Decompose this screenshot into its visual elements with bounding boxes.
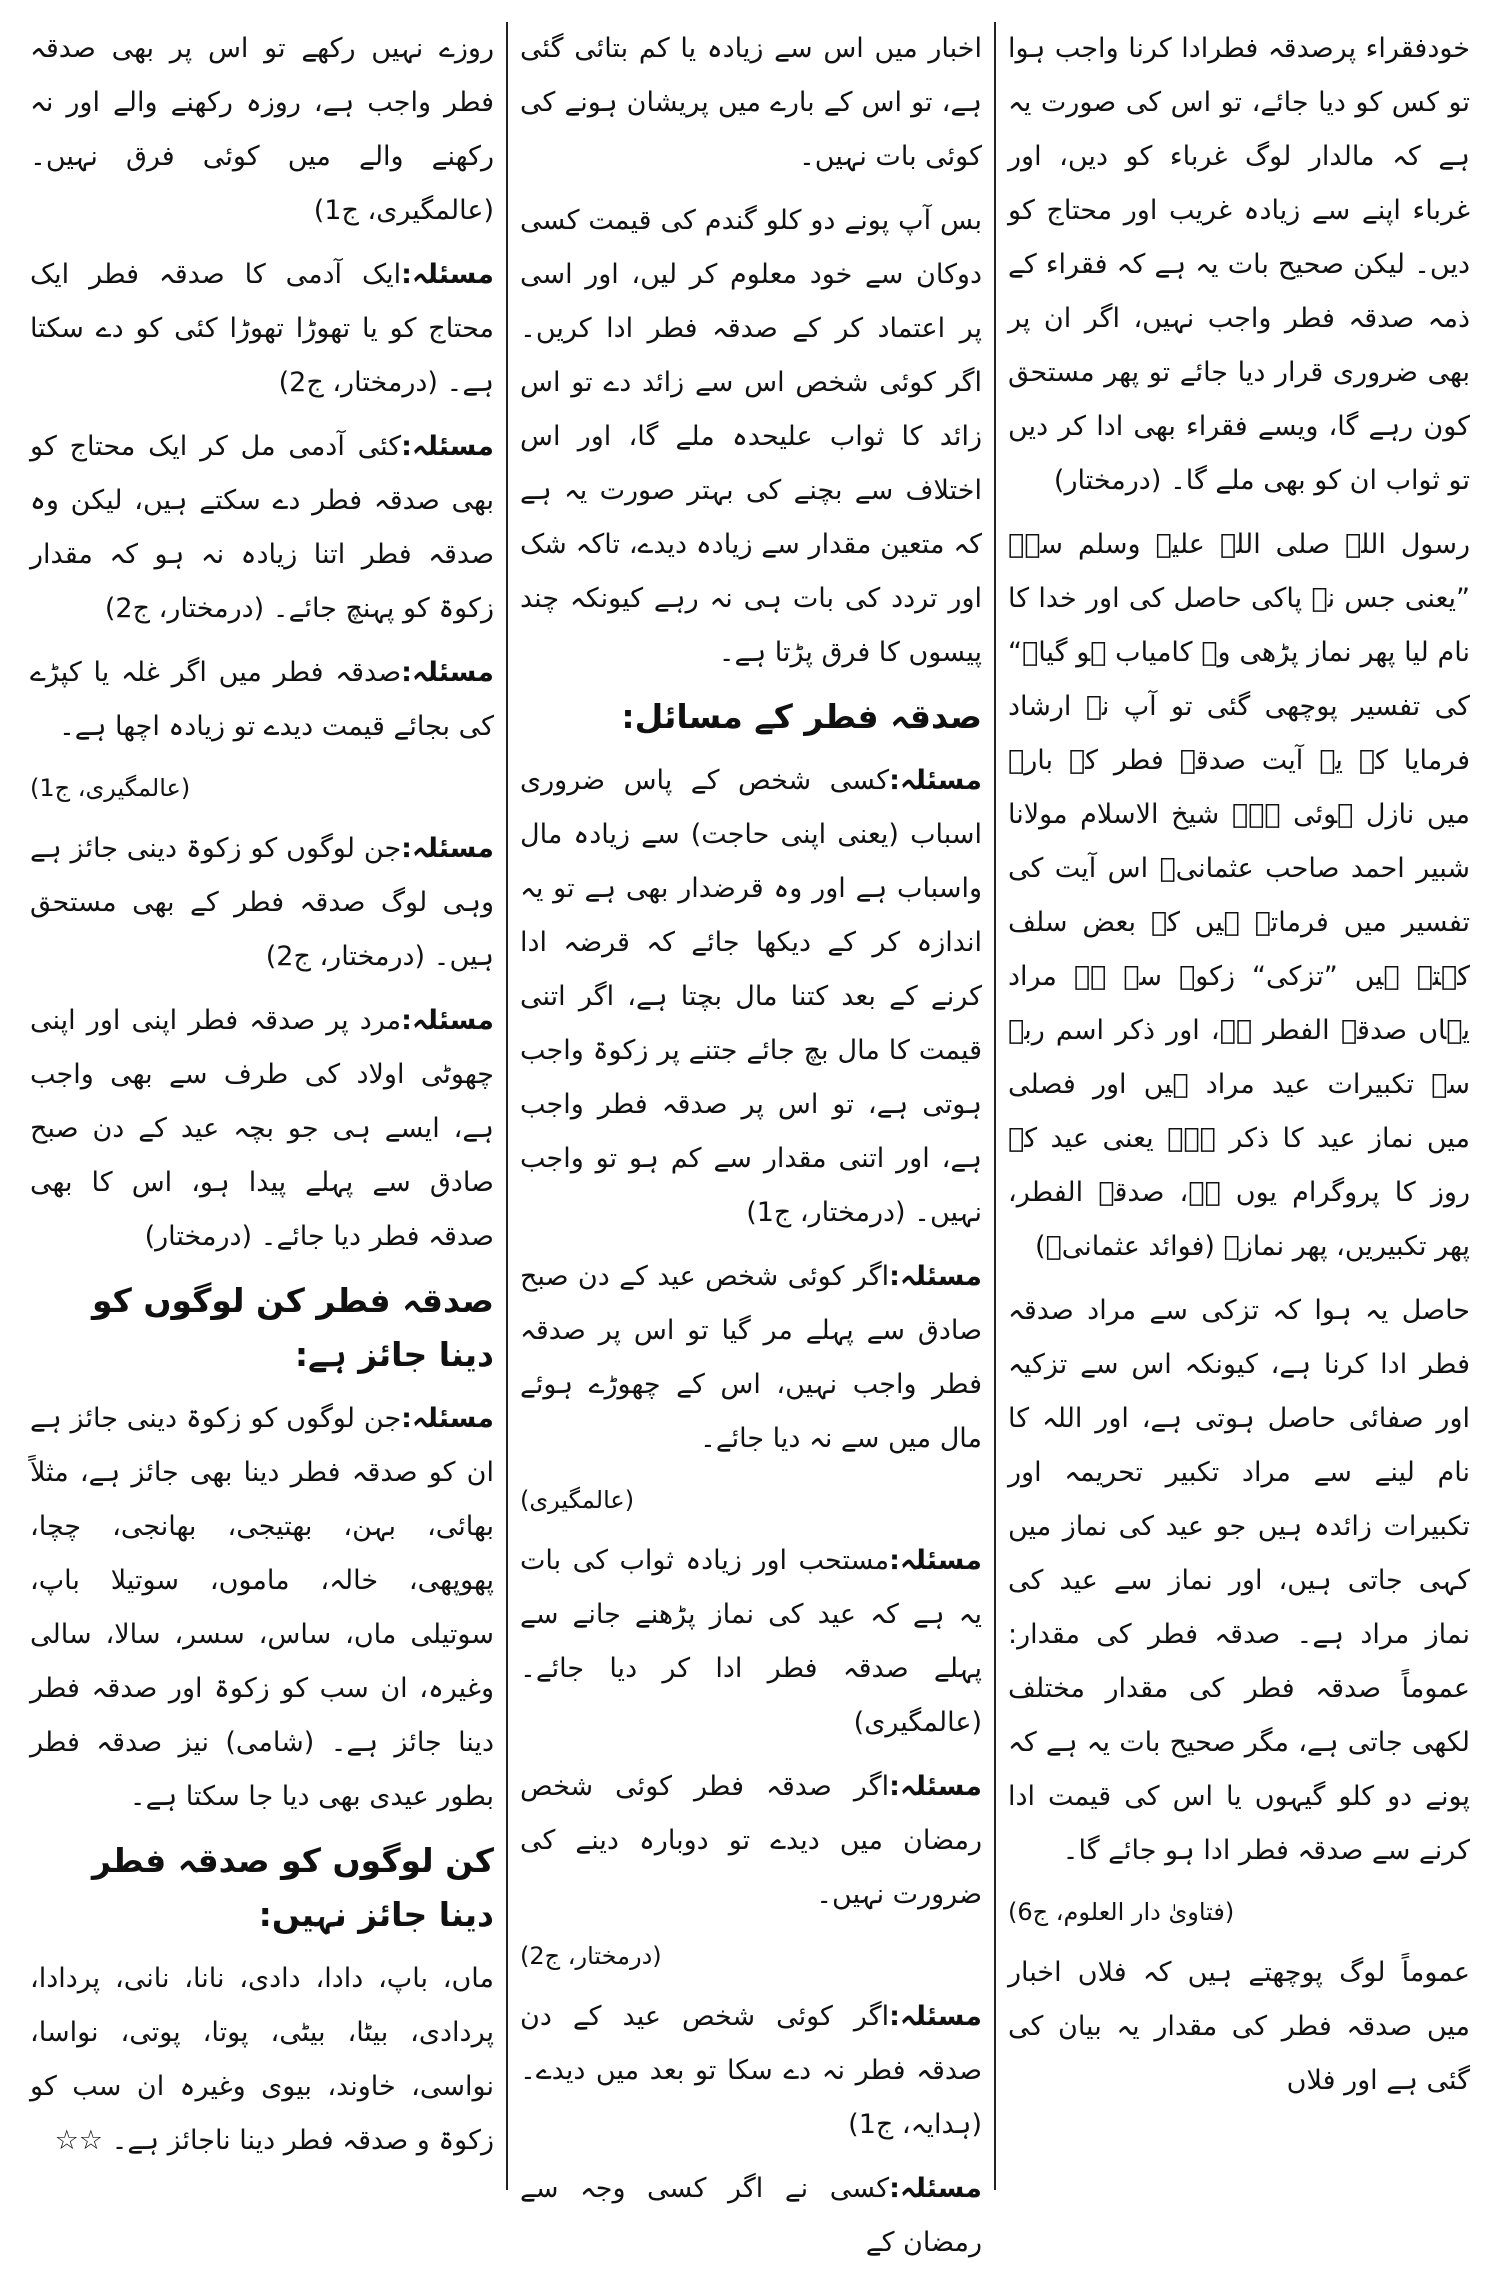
section-heading: صدقہ فطر کے مسائل: <box>621 697 982 736</box>
masala-label: مسئلہ: <box>889 1261 982 1292</box>
paragraph-text: بس آپ پونے دو کلو گندم کی قیمت کسی دوکان سے خود معلوم کر لیں، اور اسی پر اعتماد کر کے صدقہ فطر ادا کریں۔ اگر کوئی شخص اس سے زائد دے تو اس زائد کا ثواب علیحدہ ملے گا، اور اس اختلاف سے بچنے کی بہتر صورت یہ ہے کہ متعین مقدار سے زیادہ دیدے، تاکہ شک اور تردد کی بات ہی نہ رہے کیونکہ چند پیسوں کا فرق پڑتا ہے۔ <box>520 205 982 668</box>
reference-citation: (عالمگیری، ج1) <box>30 774 191 802</box>
masala-label: مسئلہ: <box>401 1005 494 1036</box>
masala-paragraph <box>30 420 494 636</box>
section-heading: کن لوگوں کو صدقہ فطر دینا جائز نہیں: <box>91 1841 494 1934</box>
masala-label: مسئلہ: <box>889 2173 982 2204</box>
reference-citation: (درمختار، ج2) <box>520 1942 662 1970</box>
paragraph-text: جن لوگوں کو زکوۃ دینی جائز ہے وہی لوگ صدقہ فطر کے بھی مستحق ہیں۔ (درمختار، ج2) <box>30 833 494 972</box>
masala-label: مسئلہ: <box>889 765 982 796</box>
paragraph-text: روزے نہیں رکھے تو اس پر بھی صدقہ فطر واجب ہے، روزہ رکھنے والے اور نہ رکھنے والے میں کوئی فرق نہیں۔ (عالمگیری، ج1) <box>30 33 494 226</box>
paragraph-text: ایک آدمی کا صدقہ فطر ایک محتاج کو یا تھوڑا تھوڑا کئی کو دے سکتا ہے۔ (درمختار، ج2) <box>30 259 494 398</box>
paragraph-text: اگر کوئی شخص عید کے دن صدقہ فطر نہ دے سکا تو بعد میں دیدے۔ (ہدایہ، ج1) <box>520 2001 982 2140</box>
masala-paragraph <box>520 1250 982 1466</box>
reference-citation: (فتاویٰ دار العلوم، ج6) <box>1008 1898 1235 1926</box>
section-heading: صدقہ فطر کن لوگوں کو دینا جائز ہے: <box>91 1281 494 1374</box>
text-paragraph <box>30 22 494 238</box>
paragraph-text: کئی آدمی مل کر ایک محتاج کو بھی صدقہ فطر دے سکتے ہیں، لیکن وہ صدقہ فطر اتنا زیادہ نہ ہو کہ مقدار زکوۃ کو پہنچ جائے۔ (درمختار، ج2) <box>30 431 494 624</box>
paragraph-text: عموماً لوگ پوچھتے ہیں کہ فلاں اخبار میں صدقہ فطر کی مقدار یہ بیان کی گئی ہے اور فلاں <box>1008 1957 1470 2096</box>
text-paragraph <box>520 22 982 184</box>
paragraph-text: کسی شخص کے پاس ضروری اسباب (یعنی اپنی حاجت) سے زیادہ مال واسباب ہے اور وہ قرضدار بھی ہے تو یہ اندازہ کر کے دیکھا جائے کہ قرضہ ادا کرنے کے بعد کتنا مال بچتا ہے، اگر اتنی قیمت کا مال بچ جائے جتنے پر زکوۃ واجب ہوتی ہے، تو اس پر صدقہ فطر واجب ہے، اور اتنی مقدار سے کم ہو تو واجب نہیں۔ (درمختار، ج1) <box>520 765 982 1228</box>
paragraph-text: اگر صدقہ فطر کوئی شخص رمضان میں دیدے تو دوبارہ دینے کی ضرورت نہیں۔ <box>520 1771 982 1910</box>
paragraph-text: صدقہ فطر میں اگر غلہ یا کپڑے کی بجائے قیمت دیدے تو زیادہ اچھا ہے۔ <box>30 657 494 742</box>
masala-label: مسئلہ: <box>401 657 494 688</box>
masala-label: مسئلہ: <box>889 1545 982 1576</box>
masala-paragraph <box>520 1534 982 1750</box>
masala-paragraph <box>30 822 494 984</box>
masala-paragraph <box>30 994 494 1264</box>
masala-label: مسئلہ: <box>889 2001 982 2032</box>
paragraph-text: رسول اللہ صلی اللہ علیہ وسلم سے۔ ”یعنی جس نے پاکی حاصل کی اور خدا کا نام لیا پھر نماز پڑھی وہ کامیاب ہو گیا۔“ کی تفسیر پوچھی گئی تو آپ نے ارشاد فرمایا کہ یہ آیت صدقہ فطر کے بارے میں نازل ہوئی ہے۔ شیخ الاسلام مولانا شبیر احمد صاحب عثمانیؒ اس آیت کی تفسیر میں فرماتے ہیں کہ بعض سلف کہتے ہیں ”تزکی“ زکوۃ سے ہے مراد یہاں صدقۃ الفطر ہے، اور ذکر اسم ربہ سے تکبیرات عید مراد ہیں اور فصلی میں نماز عید کا ذکر ہے۔ یعنی عید کے روز کا پروگرام یوں ہے، صدقۃ الفطر، پھر تکبیریں، پھر نماز۔ (فوائد عثمانیؒ) <box>1008 529 1470 1262</box>
masala-paragraph <box>520 754 982 1240</box>
masala-paragraph <box>30 1392 494 1824</box>
text-paragraph <box>1008 1284 1470 1878</box>
text-paragraph <box>520 194 982 680</box>
text-paragraph <box>1008 1946 1470 2108</box>
masala-paragraph <box>520 1760 982 1922</box>
reference-citation: (عالمگیری) <box>520 1486 635 1514</box>
column-middle <box>506 22 994 2258</box>
paragraph-text: ماں، باپ، دادا، دادی، نانا، نانی، پردادا، پردادی، بیٹا، بیٹی، پوتا، پوتی، نواسا، نواسی، خاوند، بیوی وغیرہ ان سب کو زکوۃ و صدقہ فطر دینا ناجائز ہے۔ ☆☆ <box>30 1963 494 2156</box>
masala-paragraph <box>520 1990 982 2152</box>
masala-label: مسئلہ: <box>401 259 494 290</box>
paragraph-text: خودفقراء پرصدقہ فطرادا کرنا واجب ہوا تو کس کو دیا جائے، تو اس کی صورت یہ ہے کہ مالدار لوگ غرباء کو دیں، اور غرباء اپنے سے زیادہ غریب اور محتاج کو دیں۔ لیکن صحیح بات یہ ہے کہ فقراء کے ذمہ صدقہ فطر واجب نہیں، اگر ان پر بھی ضروری قرار دیا جائے تو پھر مستحق کون رہے گا، ویسے فقراء بھی ادا کر دیں تو ثواب ان کو بھی ملے گا۔ (درمختار) <box>1008 33 1470 496</box>
text-paragraph <box>1008 22 1470 508</box>
paragraph-text: مستحب اور زیادہ ثواب کی بات یہ ہے کہ عید کی نماز پڑھنے جانے سے پہلے صدقہ فطر ادا کر دیا جائے۔ (عالمگیری) <box>520 1545 982 1738</box>
masala-paragraph <box>30 248 494 410</box>
text-paragraph <box>1008 518 1470 1274</box>
masala-label: مسئلہ: <box>401 1403 494 1434</box>
paragraph-text: اخبار میں اس سے زیادہ یا کم بتائی گئی ہے، تو اس کے بارے میں پریشان ہونے کی کوئی بات نہیں۔ <box>520 33 982 172</box>
paragraph-text: جن لوگوں کو زکوۃ دینی جائز ہے ان کو صدقہ فطر دینا بھی جائز ہے، مثلاً بھائی، بہن، بھتیجی، بھانجی، چچا، پھوپھی، خالہ، ماموں، سوتیلا باپ، سوتیلی ماں، ساس، سسر، سالا، سالی وغیرہ، ان سب کو زکوۃ اور صدقہ فطر دینا جائز ہے۔ (شامی) نیز صدقہ فطر بطور عیدی بھی دیا جا سکتا ہے۔ <box>30 1403 494 1812</box>
text-paragraph <box>30 1952 494 2168</box>
column-left <box>18 22 506 2190</box>
column-right <box>994 22 1482 2190</box>
masala-label: مسئلہ: <box>401 431 494 462</box>
masala-paragraph <box>520 2162 982 2270</box>
paragraph-text: کسی نے اگر کسی وجہ سے رمضان کے <box>520 2173 982 2258</box>
paragraph-text: اگر کوئی شخص عید کے دن صبح صادق سے پہلے مر گیا تو اس پر صدقہ فطر واجب نہیں، اس کے چھوڑے ہوئے مال میں سے نہ دیا جائے۔ <box>520 1261 982 1454</box>
paragraph-text: حاصل یہ ہوا کہ تزکی سے مراد صدقہ فطر ادا کرنا ہے، کیونکہ اس سے تزکیہ اور صفائی حاصل ہوتی ہے، اور اللہ کا نام لینے سے مراد تکبیر تحریمہ اور تکبیرات زائدہ ہیں جو عید کی نماز میں کہی جاتی ہیں، اور نماز سے عید کی نماز مراد ہے۔ صدقہ فطر کی مقدار: عموماً صدقہ فطر کی مقدار مختلف لکھی جاتی ہے، مگر صحیح بات یہ ہے کہ پونے دو کلو گیہوں یا اس کی قیمت ادا کرنے سے صدقہ فطر ادا ہو جائے گا۔ <box>1008 1295 1470 1866</box>
masala-label: مسئلہ: <box>889 1771 982 1802</box>
paragraph-text: مرد پر صدقہ فطر اپنی اور اپنی چھوٹی اولاد کی طرف سے بھی واجب ہے، ایسے ہی جو بچہ عید کے دن صبح صادق سے پہلے پیدا ہو، اس کا بھی صدقہ فطر دیا جائے۔ (درمختار) <box>30 1005 494 1252</box>
masala-label: مسئلہ: <box>401 833 494 864</box>
masala-paragraph <box>30 646 494 754</box>
